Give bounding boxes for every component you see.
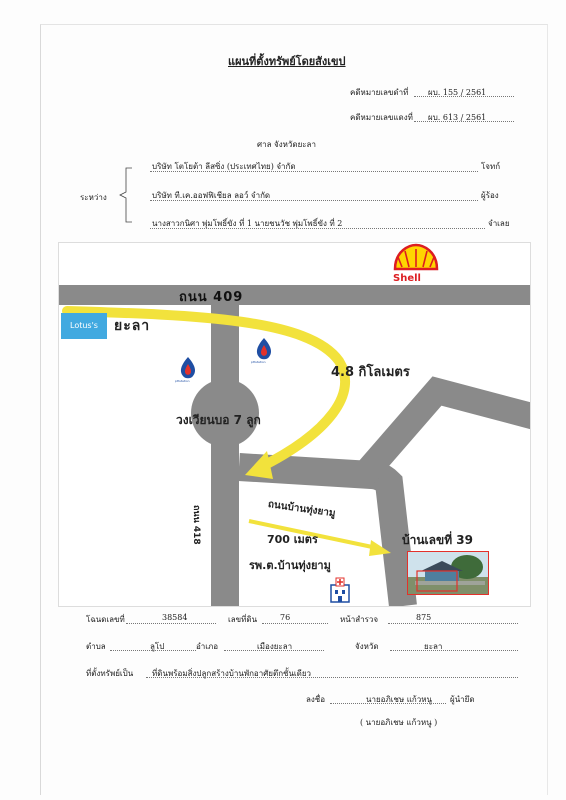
party-2-role: ผู้ร้อง [481,191,499,200]
survey-page-number: 875 [416,613,432,622]
district-value: เมืองยะลา [257,642,293,651]
document-title: แผนที่ตั้งทรัพย์โดยสังเขป [228,55,346,68]
between-bracket [118,166,138,224]
ptt-text-1: pttstation [175,379,190,383]
map-label-road-thung-yamu: ถนนบ้านทุ่งยามู [267,498,337,520]
court-name: ศาล จังหวัดยะลา [257,140,316,149]
party-3-name: นางสาวกนิศา พุ่มโพธิ์ขัง ที่ 1 นายชนวัช พุ่มโพธิ์ขัง ที่ 2 [152,219,343,228]
land-no-label: เลขที่ดิน [228,615,258,624]
map-label-yala: ยะลา [114,318,151,334]
road-418 [211,305,239,606]
map-label-4-8km: 4.8 กิโลเมตร [331,365,410,380]
survey-page-line [388,623,518,624]
district-line [224,650,324,651]
province-line [390,650,518,651]
ptt-text-2: pttstation [251,360,266,364]
deed-number-line [126,623,216,624]
property-value: ที่ดินพร้อมสิ่งปลูกสร้างบ้านพักอาศัยตึกชั้นเดียว [152,669,312,678]
province-value: ยะลา [424,642,443,651]
province-label: จังหวัด [355,642,379,651]
black-case-label: คดีหมายเลขดำที่ [350,88,409,97]
signature-line [330,703,446,704]
lotus-logo: Lotus's [61,313,107,339]
party-1-name: บริษัท โตโยต้า ลีสซิ่ง (ประเทศไทย) จำกัด [152,162,296,171]
district-label: อำเภอ [196,642,219,651]
signer-role: ผู้นำยึด [450,695,475,704]
map-label-house: บ้านเลขที่ 39 [402,533,474,547]
map-label-road-409: ถนน 409 [179,290,244,305]
hospital-icon [329,577,351,603]
red-case-label: คดีหมายเลขแดงที่ [350,113,413,122]
map-label-700m: 700 เมตร [267,533,318,546]
map-label-road-418: ถนน 418 [191,505,201,545]
party-1-role: โจทก์ [481,162,501,171]
party-2-name: บริษัท ที.เค.ออฟฟิเชียล ลอว์ จำกัด [152,191,271,200]
black-case-number: ผบ. 155 / 2561 [428,88,487,97]
road-branch [364,391,530,475]
property-line [146,677,518,678]
signer-name: นายอภิเชษ แก้วหนู [366,695,432,704]
road-409 [59,285,530,305]
party-1-line [150,171,478,172]
location-map [58,242,531,607]
red-case-line [414,121,514,122]
property-label: ที่ตั้งทรัพย์เป็น [86,669,134,678]
shell-wordmark: Shell [393,273,421,284]
land-number-line [262,623,328,624]
party-2-line [150,200,478,201]
subdistrict-value: ลูโป [150,642,165,651]
survey-page-label: หน้าสำรวจ [340,615,379,624]
land-number: 76 [280,613,291,622]
red-case-number: ผบ. 613 / 2561 [428,113,487,122]
party-3-role: จำเลย [488,219,510,228]
subdistrict-label: ตำบล [86,642,106,651]
map-label-roundabout: วงเวียนบอ 7 ลูก [176,413,261,427]
signer-parenthetical: ( นายอภิเชษ แก้วหนู ) [360,718,438,727]
deed-number: 38584 [162,613,188,622]
subdistrict-line [110,650,196,651]
between-label: ระหว่าง [80,193,107,202]
map-label-hospital: รพ.ต.บ้านทุ่งยามู [249,559,331,572]
black-case-line [414,96,514,97]
house-photo [407,551,489,595]
sign-label: ลงชื่อ [306,695,326,704]
deed-label: โฉนดเลขที่ [86,615,125,624]
party-3-line [150,228,485,229]
